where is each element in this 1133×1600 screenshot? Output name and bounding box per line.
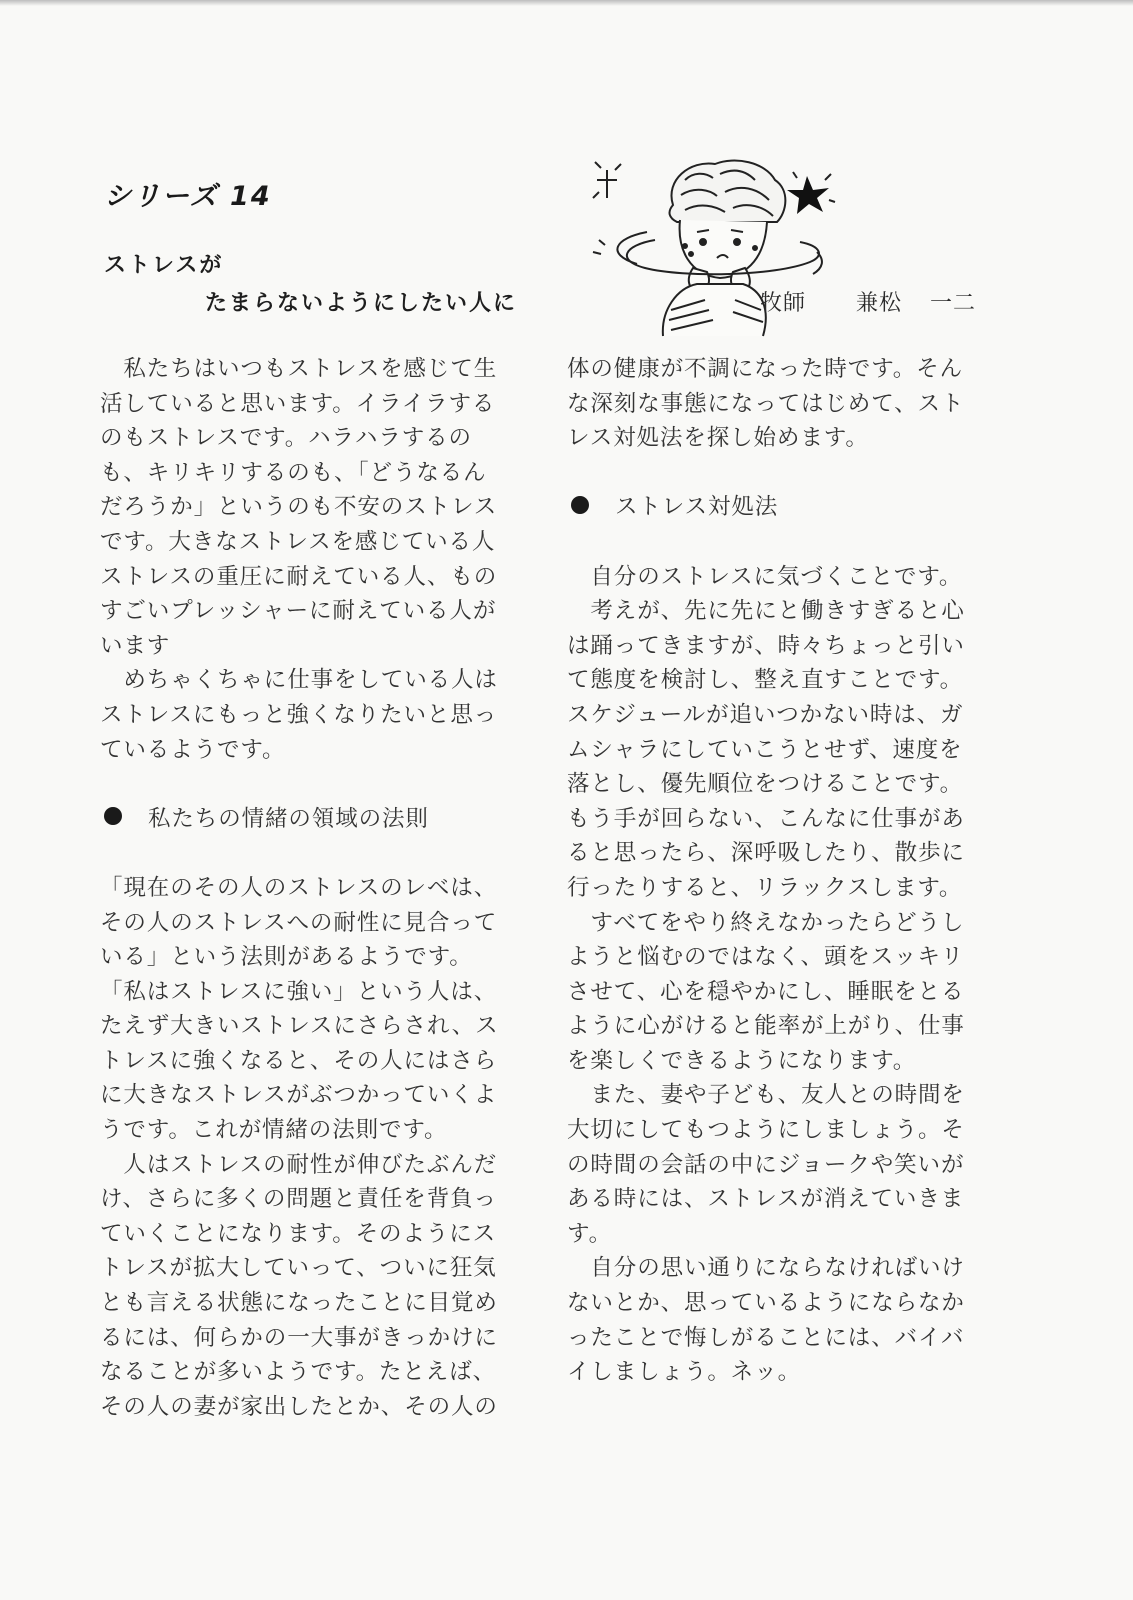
text-line: その人の妻が家出したとか、その人の <box>100 1393 498 1420</box>
section-heading-text: 私たちの情緒の領域の法則 <box>148 805 429 832</box>
text-line: トレスに強くなると、その人にはさら <box>100 1047 498 1074</box>
text-line: トレスが拡大していって、ついに狂気 <box>100 1255 497 1282</box>
text-line: レス対処法を探し始めます。 <box>567 425 869 452</box>
text-line: の時間の会話の中にジョークや笑いが <box>567 1151 965 1178</box>
text-line: スケジュールが追いつかない時は、ガ <box>567 701 964 728</box>
article-title-line-2: たまらないようにしたい人に <box>205 291 518 316</box>
left-column <box>100 352 530 1424</box>
section-heading-emotion-law <box>100 802 530 837</box>
series-label: シリーズ 14 <box>104 181 272 212</box>
shirt-icon <box>663 284 766 336</box>
text-line: 「現在のその人のストレスのレベは、 <box>100 874 498 901</box>
text-line: るには、何らかの一大事がきっかけに <box>100 1324 498 1351</box>
text-line: な深刻な事態になってはじめて、スト <box>567 390 965 417</box>
text-line: 行ったりすると、リラックスします。 <box>567 874 963 901</box>
text-line: 活していると思います。イライラする <box>100 390 496 417</box>
text-line: いる」という法則があるようです。 <box>100 944 473 971</box>
text-line: させて、心を穏やかにし、睡眠をとる <box>567 978 965 1005</box>
text-line: 自分のストレスに気づくことです。 <box>567 563 963 590</box>
author-byline <box>760 286 976 317</box>
bullet-dot-icon <box>571 496 589 514</box>
text-line: うです。これが情緒の法則です。 <box>100 1117 448 1144</box>
text-line: ないとか、思っているようにならなか <box>567 1290 965 1317</box>
cross-sparkle-icon <box>593 162 621 198</box>
star-icon <box>787 172 835 214</box>
text-line: ストレスにもっと強くなりたいと思っ <box>100 701 498 728</box>
text-line: ムシャラにしていこうとせず、速度を <box>567 736 963 763</box>
text-line: ているようです。 <box>100 736 286 763</box>
text-line: とも言える状態になったことに目覚め <box>100 1290 498 1317</box>
text-line: ったことで悔しがることには、バイバ <box>567 1324 965 1351</box>
author-given-name: 一二 <box>930 291 977 316</box>
text-line: なることが多いようです。たとえば、 <box>100 1359 497 1386</box>
text-line: ように心がけると能率が上がり、仕事 <box>567 1013 965 1040</box>
text-line: ると思ったら、深呼吸したり、散歩に <box>567 840 965 867</box>
text-line: イしましょう。ネッ。 <box>567 1359 802 1386</box>
text-line: 落とし、優先順位をつけることです。 <box>567 771 964 798</box>
text-line: 考えが、先に先にと働きすぎると心 <box>567 598 965 625</box>
page-top-edge <box>0 0 1133 6</box>
text-line: に大きなストレスがぶつかっていくよ <box>100 1082 498 1109</box>
text-line: 体の健康が不調になった時です。そん <box>567 356 964 382</box>
hair-icon <box>670 161 786 222</box>
bullet-dot-icon <box>104 807 122 825</box>
text-line: ある時には、ストレスが消えていきま <box>567 1186 965 1213</box>
text-line: 「私はストレスに強い」という人は、 <box>100 978 498 1005</box>
text-line: を楽しくできるようになります。 <box>567 1047 917 1074</box>
text-line: 人はストレスの耐性が伸びたぶんだ <box>100 1151 498 1178</box>
text-line: すべてをやり終えなかったらどうし <box>567 909 965 936</box>
text-line: すごいプレッシャーに耐えている人が <box>100 598 497 625</box>
text-line: たえず大きいストレスにさらされ、ス <box>100 1013 499 1040</box>
section-heading-stress-coping <box>567 490 997 525</box>
text-line: 私たちはいつもストレスを感じて生 <box>100 356 498 382</box>
text-line: も、キリキリするのも、「どうなるん <box>100 459 487 486</box>
text-line: のもストレスです。ハラハラするの <box>100 425 472 452</box>
text-line: です。大きなストレスを感じている人 <box>100 528 496 555</box>
author-role: 牧師 <box>760 291 807 316</box>
text-line: 自分の思い通りにならなければいけ <box>567 1255 965 1282</box>
text-line: めちゃくちゃに仕事をしている人は <box>100 667 498 694</box>
text-line: ていくことになります。そのようにス <box>100 1220 497 1247</box>
text-line: ストレスの重圧に耐えている人、もの <box>100 563 498 590</box>
text-line: 大切にしてもつようにしましょう。そ <box>567 1117 965 1144</box>
text-line: もう手が回らない、こんなに仕事があ <box>567 805 965 832</box>
article-title-line-1: ストレスが <box>104 253 224 278</box>
right-column <box>567 352 997 1390</box>
text-line: は踊ってきますが、時々ちょっと引い <box>567 632 965 659</box>
author-family-name: 兼松 <box>856 291 903 316</box>
text-line: だろうか」というのも不安のストレス <box>100 494 498 521</box>
text-line: す。 <box>567 1220 613 1247</box>
text-line: け、さらに多くの問題と責任を背負っ <box>100 1186 497 1213</box>
text-line: また、妻や子ども、友人との時間を <box>567 1082 965 1109</box>
text-line: て態度を検討し、整え直すことです。 <box>567 667 964 694</box>
text-line: います <box>100 632 171 659</box>
text-line: その人のストレスへの耐性に見合って <box>100 909 498 936</box>
section-heading-text: ストレス対処法 <box>615 494 779 521</box>
text-line: ようと悩むのではなく、頭をスッキリ <box>567 944 965 971</box>
